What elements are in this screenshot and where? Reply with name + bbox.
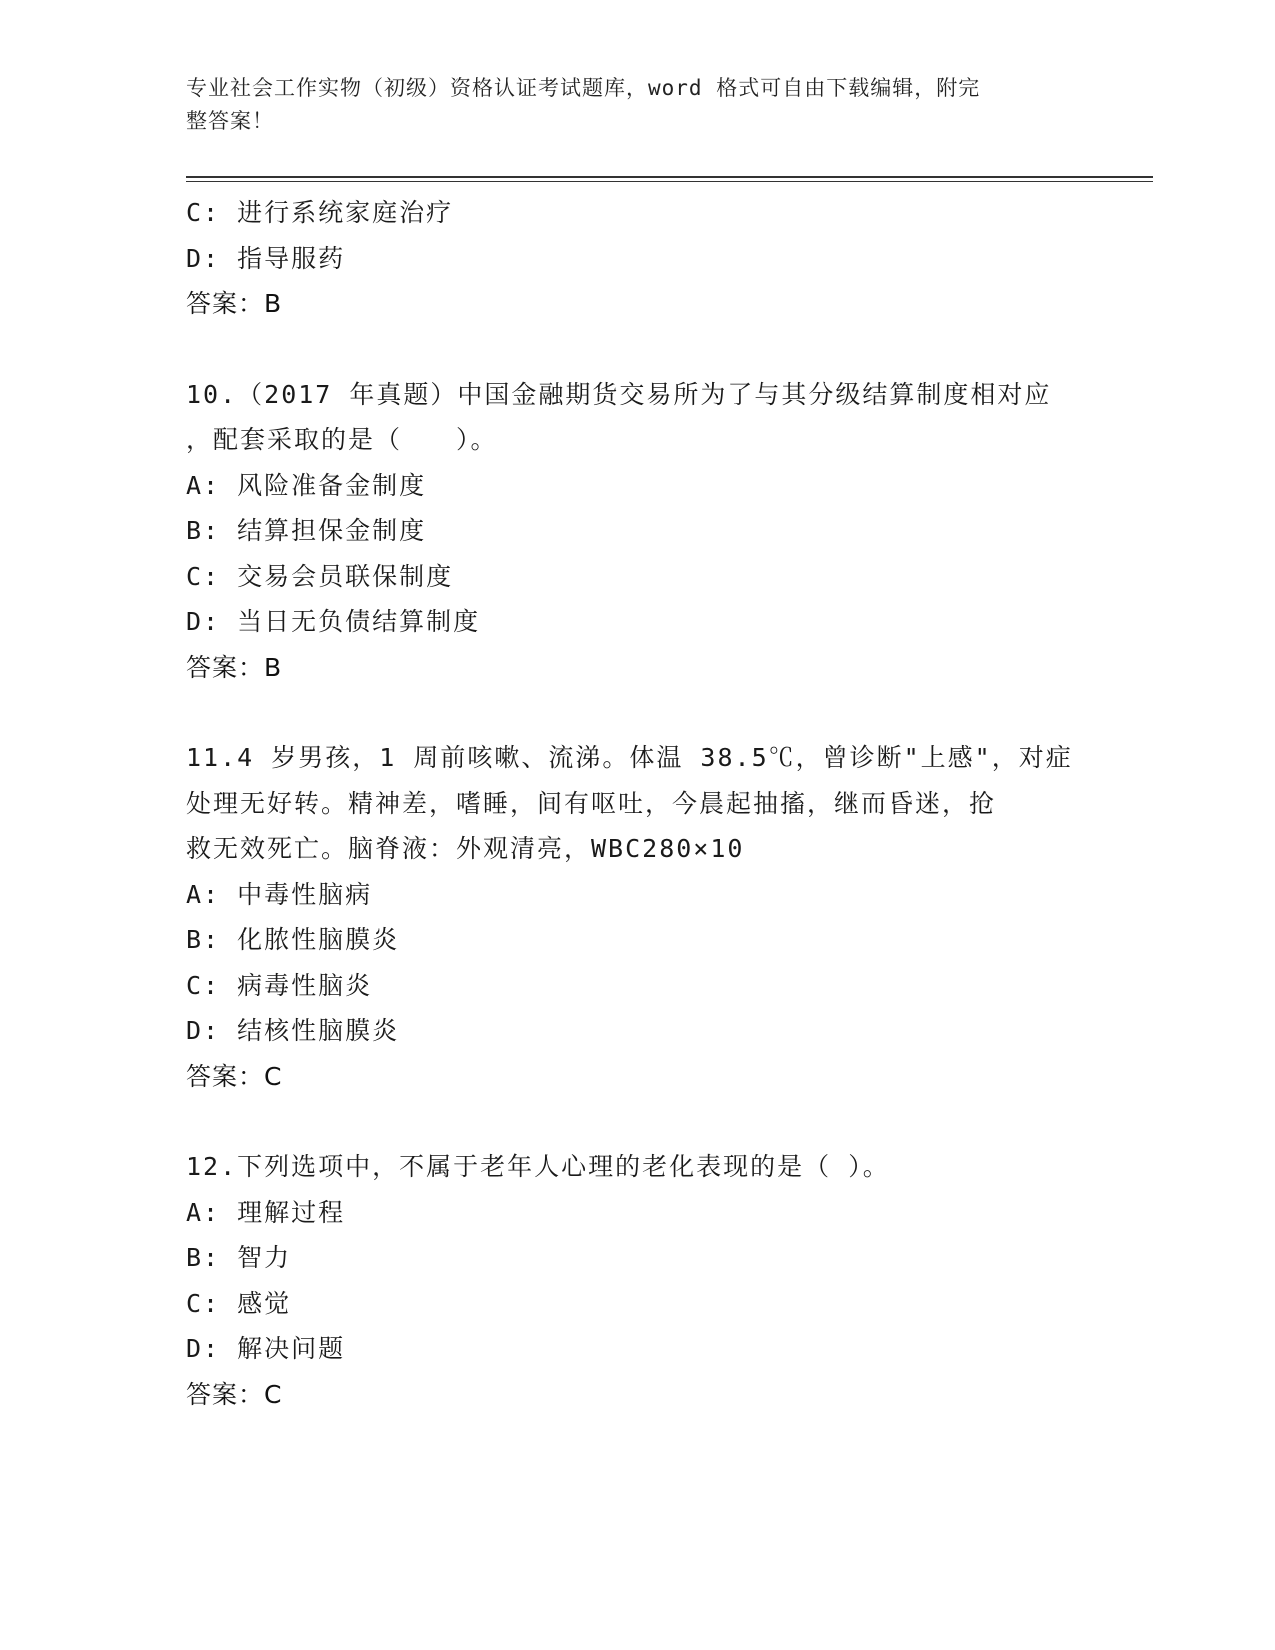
answer-line: 答案：B	[186, 652, 283, 682]
option-b: B: 智力	[186, 1243, 292, 1272]
question-9-tail	[186, 190, 1086, 327]
question-12	[186, 1144, 1086, 1417]
question-text-line: 11.4 岁男孩，1 周前咳嗽、流涕。体温 38.5℃，曾诊断"上感"，对症	[186, 743, 1073, 772]
question-text-line: 处理无好转。精神差，嗜睡，间有呕吐，今晨起抽搐，继而昏迷，抢	[186, 788, 997, 818]
option-c: C: 病毒性脑炎	[186, 970, 373, 1000]
spacer	[186, 327, 1086, 372]
option-a: A: 风险准备金制度	[186, 470, 427, 500]
option-c: C: 进行系统家庭治疗	[186, 198, 454, 227]
option-a: A: 理解过程	[186, 1197, 346, 1227]
option-c: C: 交易会员联保制度	[186, 561, 454, 591]
page-header	[186, 72, 1066, 138]
answer-line: 答案：C	[186, 1061, 283, 1091]
option-c: C: 感觉	[186, 1288, 292, 1318]
answer-line: 答案：C	[186, 1379, 283, 1409]
question-text-line: 10.（2017 年真题）中国金融期货交易所为了与其分级结算制度相对应	[186, 379, 1052, 409]
header-rule-thin	[186, 181, 1153, 182]
option-b: B: 化脓性脑膜炎	[186, 925, 400, 954]
option-d: D: 当日无负债结算制度	[186, 607, 481, 636]
question-text-line: 12.下列选项中，不属于老年人心理的老化表现的是（ ）。	[186, 1152, 890, 1181]
question-11	[186, 735, 1086, 1099]
spacer	[186, 1099, 1086, 1144]
answer-line: 答案：B	[186, 289, 283, 318]
header-line-2: 整答案！	[186, 109, 274, 133]
spacer	[186, 690, 1086, 735]
header-rule-thick	[186, 176, 1153, 178]
question-list	[186, 190, 1086, 1417]
option-d: D: 指导服药	[186, 243, 346, 273]
question-10	[186, 372, 1086, 691]
option-d: D: 解决问题	[186, 1334, 346, 1363]
question-text-line: ，配套采取的是（ ）。	[186, 425, 498, 454]
option-d: D: 结核性脑膜炎	[186, 1016, 400, 1045]
header-line-1: 专业社会工作实物（初级）资格认证考试题库，word 格式可自由下载编辑，附完	[186, 76, 981, 100]
option-a: A: 中毒性脑病	[186, 879, 373, 909]
option-b: B: 结算担保金制度	[186, 516, 427, 545]
question-text-line: 救无效死亡。脑脊液：外观清亮，WBC280×10	[186, 834, 745, 863]
